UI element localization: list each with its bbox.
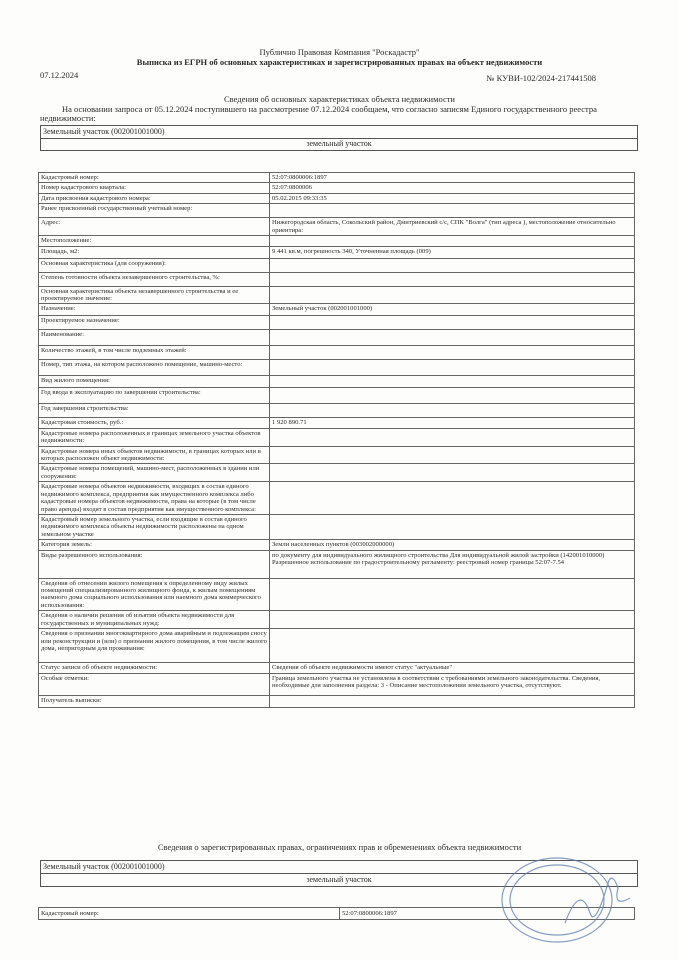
field-value: 9 441 кв.м, погрешность 340, Уточненная площадь (009) [270,246,635,258]
field-label: Ранее присвоенный государственный учетный номер: [39,204,270,218]
field-label: Кадастровые номера иных объектов недвижимости, в границах которых или в которых расположен объект недвижимости: [39,446,270,464]
table-row [39,236,635,246]
field-label: Наименование: [39,330,270,346]
table-row [39,173,635,183]
field-label: Год завершения строительства: [39,404,270,418]
cadastral-value: 52:07:0800006:1897 [340,908,635,920]
section2-title: Сведения о зарегистрированных правах, ограничениях прав и обременениях объекта недвижимости [157,842,522,852]
rights-object-type: Земельный участок (002001001000) [41,861,637,874]
field-label: Проектируемое назначение: [39,316,270,330]
field-value [270,346,635,360]
field-label: Особые отметки: [39,673,270,695]
table-row [39,286,635,304]
organization-name: Публично Правовая Компания "Роскадастр" [259,47,420,57]
object-type-box [40,125,638,151]
table-row [39,246,635,258]
field-value: по документу для индивидуального жилищного строительства Для индивидуальной жилой застройки (142001010000) Разрешенное использование по градостроительному регламенту: реестровый номер границы 52:07-7.54 [270,550,635,578]
field-value: 1 920 890.71 [270,418,635,428]
field-value [270,629,635,663]
field-value [270,464,635,482]
field-label: Кадастровые номера помещений, машино-мест, расположенных в здании или сооружении: [39,464,270,482]
table-row [39,418,635,428]
table-row [39,204,635,218]
field-label: Статус записи об объекте недвижимости: [39,663,270,673]
field-value [270,360,635,376]
field-value [270,428,635,446]
document-number: № КУВИ-102/2024-217441508 [486,73,596,83]
table-row [39,388,635,404]
table-row [39,428,635,446]
field-label: Кадастровые номера расположенных в границах земельного участка объектов недвижимости: [39,428,270,446]
field-label: Сведения о признании многоквартирного дома аварийным и подлежащим сносу или реконструкции и (или) о признании жилого помещения, в том числе жилого дома, непригодным для проживания: [39,629,270,663]
field-value [270,695,635,707]
characteristics-table [38,172,635,708]
field-label: Номер, тип этажа, на котором расположено помещение, машино-место: [39,360,270,376]
field-label: Категория земель: [39,540,270,550]
field-value [270,388,635,404]
field-label: Получатель выписки: [39,695,270,707]
field-label: Назначение: [39,304,270,316]
table-row [39,193,635,203]
field-label: Площадь, м2: [39,246,270,258]
field-label: Количество этажей, в том числе подземных этажей: [39,346,270,360]
field-value [270,482,635,515]
field-value: 05.02.2015 09:33:35 [270,193,635,203]
field-value [270,236,635,246]
field-value [270,286,635,304]
table-row [39,695,635,707]
cadastral-label: Кадастровый номер: [39,908,340,920]
table-row [39,404,635,418]
table-row [39,316,635,330]
table-row [39,464,635,482]
field-value: Граница земельного участка не установлена в соответствии с требованиями земельного законодательства. Сведения, необходимые для заполнения раздела: 3 - Описание местоположения земельного участка, отсутствуют. [270,673,635,695]
field-label: Степень готовности объекта незавершенного строительства, %: [39,272,270,286]
table-row [39,663,635,673]
field-value [270,272,635,286]
table-row [39,629,635,663]
table-row [39,304,635,316]
field-label: Сведения об отнесении жилого помещения к определенному виду жилых помещений специализированного жилищного фонда, к жилым помещениям наемного дома социального использования или наемного дома коммерческого использования: [39,578,270,611]
field-label: Кадастровая стоимость, руб.: [39,418,270,428]
object-subtype: земельный участок [306,139,372,148]
field-value [270,446,635,464]
table-row [39,673,635,695]
field-value [270,330,635,346]
field-value [270,578,635,611]
table-row [39,376,635,388]
table-row [39,550,635,578]
field-value [270,611,635,629]
field-label: Местоположение: [39,236,270,246]
table-row [39,540,635,550]
field-value: Нижегородская область, Сокольский район, Дмитриевский с/с, СПК "Волга" (тип адреса ), местоположение относительно ориентира: [270,218,635,236]
field-value [270,204,635,218]
field-label: Сведения о наличии решения об изъятии объекта недвижимости для государственных и муниципальных нужд: [39,611,270,629]
table-row [39,258,635,272]
document-title: Выписка из ЕГРН об основных характеристиках и зарегистрированных правах на объект недвижимости [136,57,543,67]
document-date: 07.12.2024 [40,70,79,80]
table-row [39,611,635,629]
field-label: Виды разрешенного использования: [39,550,270,578]
table-row [39,482,635,515]
section1-title: Сведения об основных характеристиках объекта недвижимости [224,94,455,104]
field-value [270,514,635,539]
field-label: Кадастровые номера объектов недвижимости, входящих в состав единого недвижимого комплекса, предприятия как имущественного комплекса либо кадастровые номера объектов недвижимости, права на которые (в том числе право аренды) входят в состав предприятия как имущественного комплекса: [39,482,270,515]
field-value [270,258,635,272]
field-label: Основная характеристика объекта незавершенного строительства и ее проектируемое значение: [39,286,270,304]
table-row [39,346,635,360]
table-row [39,446,635,464]
field-label: Кадастровый номер земельного участка, если входящие в состав единого недвижимого комплекса объекты недвижимости расположены на одном земельном участке [39,514,270,539]
field-label: Год ввода в эксплуатацию по завершении строительства: [39,388,270,404]
table-row [39,218,635,236]
field-value: 52:07:0800006 [270,183,635,193]
field-label: Основная характеристика (для сооружения): [39,258,270,272]
intro-text: На основании запроса от 05.12.2024 поступившего на рассмотрение 07.12.2024 сообщаем, что согласно записям Единого государственного реестра недвижимости: [40,104,597,124]
table-row [39,514,635,539]
field-label: Дата присвоения кадастрового номера: [39,193,270,203]
field-value [270,376,635,388]
table-row [39,272,635,286]
field-value: Земли населенных пунктов (003002000000) [270,540,635,550]
table-row [39,330,635,346]
field-label: Номер кадастрового квартала: [39,183,270,193]
official-stamp [495,848,645,948]
table-row [39,360,635,376]
field-value: Сведения об объекте недвижимости имеют статус "актуальные" [270,663,635,673]
field-value [270,316,635,330]
field-label: Адрес: [39,218,270,236]
field-value: 52:07:0800006:1897 [270,173,635,183]
object-type: Земельный участок (002001001000) [41,126,637,139]
field-value: Земельный участок (002001001000) [270,304,635,316]
table-row [39,183,635,193]
field-label: Вид жилого помещения: [39,376,270,388]
rights-object-subtype: земельный участок [306,875,372,884]
field-label: Кадастровый номер: [39,173,270,183]
field-value [270,404,635,418]
table-row [39,578,635,611]
